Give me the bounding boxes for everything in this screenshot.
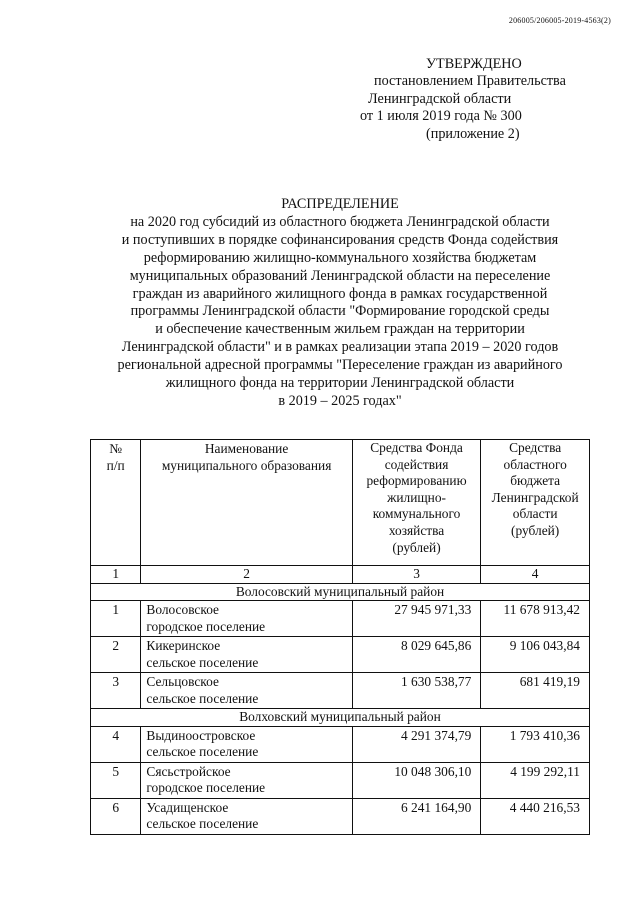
document-code: 206005/206005-2019-4563(2) [508, 16, 611, 25]
title-line: на 2020 год субсидий из областного бюджета Ленинградской области [130, 213, 550, 230]
title-line: и поступивших в порядке софинансирования средств Фонда содействия [121, 231, 559, 248]
district-row [91, 583, 590, 601]
table-row [91, 673, 590, 709]
header-municipality: Наименование муниципального образования [141, 440, 352, 566]
row-number: 4 [91, 726, 141, 762]
title-line: жилищного фонда на территории Ленинградской области [165, 375, 515, 392]
title-line: в 2019 – 2025 годах" [278, 392, 402, 409]
table-row [91, 798, 590, 834]
municipality-name: Кикеринское сельское поселение [141, 637, 352, 673]
distribution-table [90, 439, 590, 835]
municipality-name: Волосовское городское поселение [141, 601, 352, 637]
regional-amount: 11 678 913,42 [481, 601, 590, 637]
municipality-name: Сельцовское сельское поселение [141, 673, 352, 709]
municipality-name: Сясьстройское городское поселение [141, 762, 352, 798]
title-line: и обеспечение качественным жильем граждан на территории [155, 321, 525, 338]
header-regional-means: Средства областного бюджета Ленинградской области (рублей) [481, 440, 590, 566]
regional-amount: 681 419,19 [481, 673, 590, 709]
approval-line: Ленинградской области [368, 90, 512, 107]
regional-amount: 1 793 410,36 [481, 726, 590, 762]
row-number: 5 [91, 762, 141, 798]
district-name: Волховский муниципальный район [91, 709, 590, 727]
approval-title: УТВЕРЖДЕНО [426, 56, 522, 72]
regional-amount: 4 440 216,53 [481, 798, 590, 834]
table-row [91, 726, 590, 762]
approval-block [360, 56, 590, 143]
regional-amount: 9 106 043,84 [481, 637, 590, 673]
fund-amount: 8 029 645,86 [352, 637, 481, 673]
approval-appendix: (приложение 2) [426, 125, 520, 142]
row-number: 2 [91, 637, 141, 673]
table-row [91, 762, 590, 798]
regional-amount: 4 199 292,11 [481, 762, 590, 798]
approval-line: постановлением Правительства [374, 73, 566, 90]
document-title [90, 196, 590, 411]
district-name: Волосовский муниципальный район [91, 583, 590, 601]
row-number: 1 [91, 601, 141, 637]
title-heading: РАСПРЕДЕЛЕНИЕ [281, 196, 399, 212]
table-row [91, 637, 590, 673]
title-line: муниципальных образований Ленинградской области на переселение [129, 267, 551, 284]
column-number-row [91, 566, 590, 584]
header-fund-means: Средства Фонда содействия реформированию жилищно- коммунального хозяйства (рублей) [352, 440, 481, 566]
table-header-row [91, 440, 590, 566]
title-line: программы Ленинградской области "Формирование городской среды [130, 303, 550, 320]
title-line: граждан из аварийного жилищного фонда в рамках государственной [132, 285, 548, 302]
table-row [91, 601, 590, 637]
title-line: Ленинградской области" и в рамках реализации этапа 2019 – 2020 годов [121, 339, 559, 356]
column-number: 4 [481, 566, 590, 584]
district-row [91, 709, 590, 727]
municipality-name: Выдиноостровское сельское поселение [141, 726, 352, 762]
row-number: 3 [91, 673, 141, 709]
approval-date-line: от 1 июля 2019 года № 300 [360, 108, 522, 125]
row-number: 6 [91, 798, 141, 834]
column-number: 2 [141, 566, 352, 584]
fund-amount: 27 945 971,33 [352, 601, 481, 637]
column-number: 3 [352, 566, 481, 584]
header-number: № п/п [91, 440, 141, 566]
municipality-name: Усадищенское сельское поселение [141, 798, 352, 834]
column-number: 1 [91, 566, 141, 584]
fund-amount: 10 048 306,10 [352, 762, 481, 798]
fund-amount: 1 630 538,77 [352, 673, 481, 709]
fund-amount: 4 291 374,79 [352, 726, 481, 762]
fund-amount: 6 241 164,90 [352, 798, 481, 834]
title-line: реформированию жилищно-коммунального хозяйства бюджетам [143, 249, 537, 266]
title-line: региональной адресной программы "Переселение граждан из аварийного [117, 357, 563, 374]
